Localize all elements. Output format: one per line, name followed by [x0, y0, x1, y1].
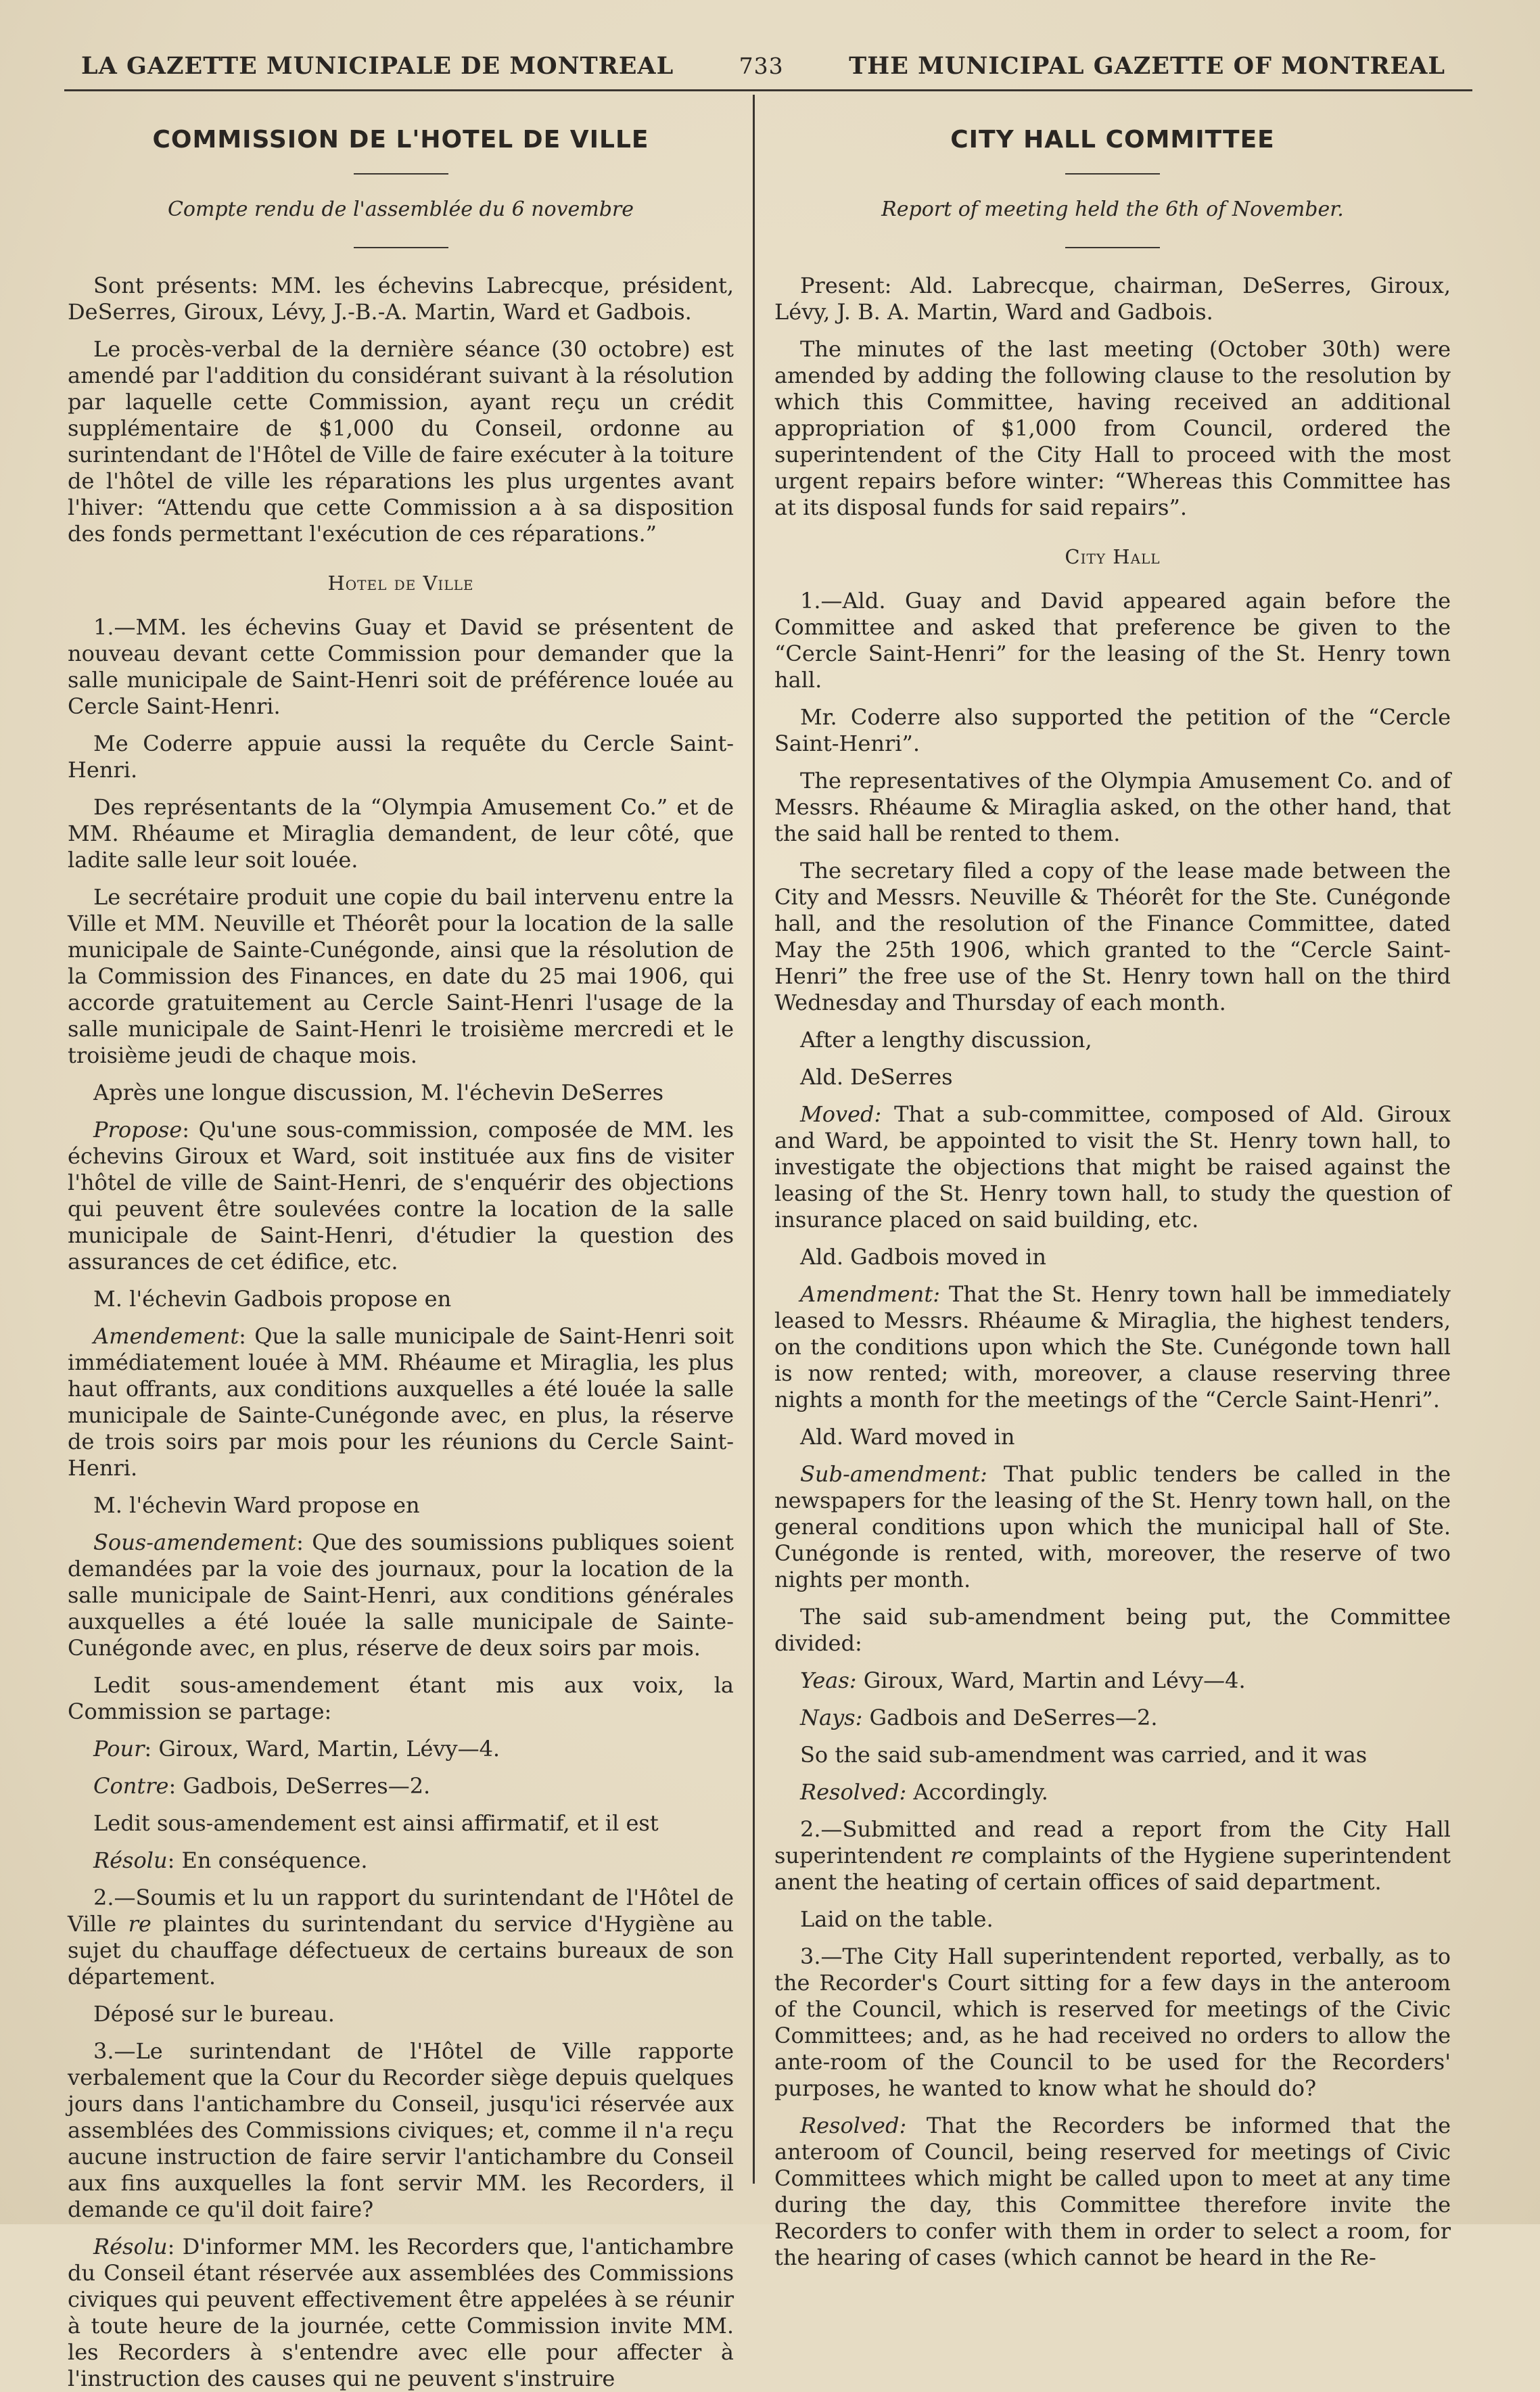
- english-paragraph: 1.—Ald. Guay and David appeared again before the Committee and asked that preference be given to the “Cercle Saint-Henri” for the leasing of the St. Henry town hall.: [774, 588, 1451, 693]
- french-paragraph: [68, 1323, 734, 1481]
- french-subtitle: Compte rendu de l'assemblée du 6 novembre: [167, 198, 634, 221]
- french-article-title: COMMISSION DE L'HOTEL DE VILLE: [152, 126, 649, 154]
- french-paragraph: [68, 1530, 734, 1661]
- english-paragraph: [774, 1101, 1451, 1233]
- title-rule: [1065, 173, 1160, 175]
- english-paragraph: 3.—The City Hall superintendent reported, verbally, as to the Recorder's Court sitting for a few days in the anteroom of the Council, which is reserved for meetings of the Civic Committees; and, as he had received no orders to allow the ante-room of the Council to be used for the Recorders' purposes, he wanted to know what he should do?: [774, 1944, 1451, 2101]
- english-paragraph: [774, 1668, 1451, 1694]
- report-text: 2.—Soumis et lu un rapport du surintendant de l'Hôtel de Ville: [68, 1885, 734, 1937]
- french-paragraph: Le procès-verbal de la dernière séance (30 octobre) est amendé par l'addition du considérant suivant à la résolution par laquelle cette Commission, ayant reçu un crédit supplémentaire de $1,000 du Conseil, ordonne au surintendant de l'Hôtel de Ville de faire exécuter à la toiture de l'hôtel de ville les réparations les plus urgentes avant l'hiver: “Attendu que cette Commission a à sa disposition des fonds permettant l'exécution de ces réparations.”: [68, 336, 734, 547]
- english-paragraph: The minutes of the last meeting (October 30th) were amended by adding the following clause to the resolution by which this Committee, having received an additional appropriation of $1,000 from Council, ordered the superintendent of the City Hall to proceed with the most urgent repairs before winter: “Whereas this Committee has at its disposal funds for said repairs”.: [774, 336, 1451, 520]
- page-header: [81, 42, 1445, 89]
- resolution-text: Accordingly.: [906, 1779, 1048, 1805]
- vote-text: : Giroux, Ward, Martin, Lévy—4.: [144, 1736, 500, 1762]
- english-paragraph: [774, 1281, 1451, 1413]
- french-paragraph: Déposé sur le bureau.: [93, 2001, 335, 2027]
- vote-label: Nays:: [800, 1705, 863, 1730]
- french-paragraph: M. l'échevin Ward propose en: [93, 1492, 420, 1518]
- english-paragraph: Ald. Gadbois moved in: [800, 1244, 1046, 1270]
- title-rule: [354, 173, 448, 175]
- english-paragraph: Laid on the table.: [800, 1906, 994, 1932]
- english-paragraph: The secretary filed a copy of the lease made between the City and Messrs. Neuville & Théorêt for the Ste. Cunégonde hall, and the resolution of the Finance Committee, dated May the 25th 1906, which granted to the “Cercle Saint-Henri” the free use of the St. Henry town hall on the third Wednesday and Thursday of each month.: [774, 858, 1451, 1015]
- vote-text: : Gadbois, DeSerres—2.: [168, 1773, 431, 1799]
- french-paragraph: [68, 1847, 734, 1874]
- english-paragraph: [774, 1779, 1451, 1806]
- report-text: plaintes du surintendant du service d'Hygiène au sujet du chauffage défectueux de certains bureaux de son département.: [68, 1911, 734, 1990]
- english-paragraph: Ald. DeSerres: [800, 1064, 953, 1090]
- english-paragraph: [774, 1461, 1451, 1593]
- vote-text: Gadbois and DeSerres—2.: [862, 1705, 1158, 1730]
- report-text: complaints of the Hygiene superintendent anent the heating of certain offices of said department.: [774, 1843, 1451, 1895]
- vote-label: Yeas:: [800, 1668, 857, 1693]
- page-number: 733: [739, 52, 784, 79]
- motion-text: : Que des soumissions publiques soient demandées par la voie des journaux, pour la location de la salle municipale de Saint-Henri, aux conditions générales auxquelles a été louée la salle municipale de Sainte-Cunégonde avec, en plus, réserve de deux soirs par mois.: [68, 1530, 734, 1661]
- english-paragraph: [774, 1816, 1451, 1895]
- english-paragraph: Mr. Coderre also supported the petition of the “Cercle Saint-Henri”.: [774, 704, 1451, 756]
- english-column: [774, 112, 1451, 2270]
- re-label: re: [950, 1843, 974, 1868]
- french-paragraph: Des représentants de la “Olympia Amusement Co.” et de MM. Rhéaume et Miraglia demandent, de leur côté, que ladite salle leur soit louée.: [68, 794, 734, 873]
- french-paragraph: [68, 2234, 734, 2392]
- english-paragraph: Present: Ald. Labrecque, chairman, DeSerres, Giroux, Lévy, J. B. A. Martin, Ward and Gadbois.: [774, 273, 1451, 325]
- motion-label: Amendement: [93, 1323, 239, 1349]
- french-paragraph: 3.—Le surintendant de l'Hôtel de Ville rapporte verbalement que la Cour du Recorder siège depuis quelques jours dans l'antichambre du Conseil, jusqu'ici réservée aux assemblées des Commissions civiques; et, comme il n'a reçu aucune instruction de faire servir l'antichambre du Conseil aux fins auxquelles la font servir MM. les Recorders, il demande ce qu'il doit faire?: [68, 2038, 734, 2222]
- english-paragraph: After a lengthy discussion,: [800, 1027, 1092, 1053]
- header-french-title: LA GAZETTE MUNICIPALE DE MONTREAL: [81, 51, 674, 80]
- motion-label: Sub-amendment:: [800, 1461, 987, 1487]
- english-paragraph: So the said sub-amendment was carried, and it was: [800, 1742, 1368, 1768]
- french-paragraph: Le secrétaire produit une copie du bail intervenu entre la Ville et MM. Neuville et Théorêt pour la location de la salle municipale de Sainte-Cunégonde, ainsi que la résolution de la Commission des Finances, en date du 25 mai 1906, qui accorde gratuitement au Cercle Saint-Henri l'usage de la salle municipale de Saint-Henri le troisième mercredi et le troisième jeudi de chaque mois.: [68, 884, 734, 1068]
- resolution-label: Résolu: [93, 2234, 168, 2259]
- resolution-text: : En conséquence.: [167, 1847, 368, 1873]
- french-paragraph: [68, 1885, 734, 1990]
- english-paragraph: [774, 1705, 1451, 1731]
- motion-label: Moved:: [800, 1101, 882, 1127]
- re-label: re: [128, 1911, 151, 1937]
- french-paragraph: 1.—MM. les échevins Guay et David se présentent de nouveau devant cette Commission pour demander que la salle municipale de Saint-Henri soit de préférence louée au Cercle Saint-Henri.: [68, 614, 734, 719]
- french-paragraph: Après une longue discussion, M. l'échevin DeSerres: [93, 1080, 664, 1105]
- french-paragraph: [68, 1736, 734, 1762]
- french-column: [68, 112, 734, 2391]
- english-paragraph: [774, 2113, 1451, 2271]
- resolution-label: Résolu: [93, 1847, 168, 1873]
- motion-text: : Que la salle municipale de Saint-Henri soit immédiatement louée à MM. Rhéaume et Miraglia, les plus haut offrants, aux conditions auxquelles a été louée la salle municipale de Sainte-Cunégonde avec, en plus, la réserve de trois soirs par mois pour les réunions du Cercle Saint-Henri.: [68, 1323, 734, 1481]
- english-paragraph: Ald. Ward moved in: [800, 1424, 1015, 1450]
- english-article-title: CITY HALL COMMITTEE: [950, 126, 1275, 154]
- resolution-text: That the Recorders be informed that the anteroom of Council, being reserved for meetings of Civic Committees which might be called upon to meet at any time during the day, this Committee therefore invite the Recorders to confer with them in order to select a room, for the hearing of cases (which cannot be heard in the Re-: [774, 2113, 1451, 2270]
- vote-text: Giroux, Ward, Martin and Lévy—4.: [856, 1668, 1246, 1693]
- motion-text: : Qu'une sous-commission, composée de MM. les échevins Giroux et Ward, soit instituée aux fins de visiter l'hôtel de ville de Saint-Henri, de s'enquérir des objections qui peuvent être soulevées contre la location de la salle municipale de Saint-Henri, d'étudier la question des assurances de cet édifice, etc.: [68, 1117, 734, 1274]
- resolution-text: : D'informer MM. les Recorders que, l'antichambre du Conseil étant réservée aux assemblées des Commissions civiques qui peuvent effectivement être appelées à se réunir à toute heure de la journée, cette Commission invite MM. les Recorders à s'entendre avec elle pour affecter à l'instruction des causes qui ne peuvent s'instruire: [68, 2234, 734, 2391]
- vote-label: Contre: [93, 1773, 169, 1799]
- motion-text: That a sub-committee, composed of Ald. Giroux and Ward, be appointed to visit the St. Henry town hall, to investigate the objections that might be raised against the leasing of the St. Henry town hall, to study the question of insurance placed on said building, etc.: [774, 1101, 1451, 1233]
- motion-label: Sous-amendement: [93, 1530, 297, 1555]
- motion-text: That public tenders be called in the newspapers for the leasing of the St. Henry town hall, on the general conditions upon which the municipal hall of Ste. Cunégonde is rented, with, moreover, the reserve of two nights per month.: [774, 1461, 1451, 1592]
- french-paragraph: M. l'échevin Gadbois propose en: [93, 1286, 452, 1312]
- french-paragraph: Sont présents: MM. les échevins Labrecque, président, DeSerres, Giroux, Lévy, J.-B.-A. Martin, Ward et Gadbois.: [68, 273, 734, 325]
- french-paragraph: Me Coderre appuie aussi la requête du Cercle Saint-Henri.: [68, 731, 734, 783]
- english-section-heading: City Hall: [1065, 545, 1161, 568]
- french-paragraph: [68, 1773, 734, 1799]
- french-paragraph: Ledit sous-amendement est ainsi affirmatif, et il est: [93, 1810, 659, 1836]
- english-paragraph: The said sub-amendment being put, the Committee divided:: [774, 1604, 1451, 1656]
- english-paragraph: The representatives of the Olympia Amusement Co. and of Messrs. Rhéaume & Miraglia asked, on the other hand, that the said hall be rented to them.: [774, 768, 1451, 846]
- motion-label: Amendment:: [800, 1281, 941, 1307]
- resolution-label: Resolved:: [800, 1779, 907, 1805]
- header-rule: [64, 89, 1472, 91]
- motion-text: That the St. Henry town hall be immediately leased to Messrs. Rhéaume & Miraglia, the highest tenders, on the conditions upon which the Ste. Cunégonde town hall is now rented; with, moreover, a clause reserving three nights a month for the meetings of the “Cercle Saint-Henri”.: [774, 1281, 1451, 1412]
- column-divider: [753, 95, 755, 2184]
- motion-label: Propose: [93, 1117, 183, 1143]
- vote-label: Pour: [93, 1736, 145, 1762]
- resolution-label: Resolved:: [800, 2113, 907, 2138]
- french-paragraph: Ledit sous-amendement étant mis aux voix, la Commission se partage:: [68, 1672, 734, 1724]
- header-english-title: THE MUNICIPAL GAZETTE OF MONTREAL: [849, 51, 1445, 80]
- french-paragraph: [68, 1117, 734, 1275]
- report-text: 2.—Submitted and read a report from the City Hall superintendent: [774, 1816, 1451, 1868]
- english-subtitle: Report of meeting held the 6th of November.: [881, 198, 1344, 221]
- french-section-heading: Hotel de Ville: [327, 572, 474, 595]
